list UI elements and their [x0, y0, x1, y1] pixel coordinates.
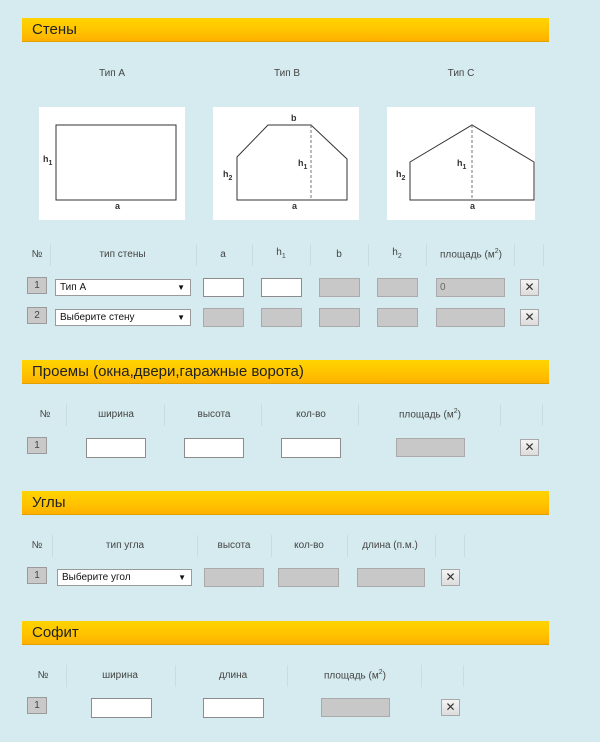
wall-b-input-1[interactable] [319, 278, 360, 297]
walls-col-h1: $h_1$ [276, 247, 286, 260]
corners-col-height: высота [217, 540, 251, 551]
section-header-soffit: Софит [22, 621, 549, 645]
openings-col-height: высота [197, 409, 231, 420]
soffit-col-length: длина [218, 670, 248, 681]
wall-h2-input-1[interactable] [377, 278, 418, 297]
openings-col-count: кол-во [296, 409, 326, 420]
pentagon-wall-shape [213, 107, 359, 220]
diagram-a-a-label: a [115, 201, 121, 211]
diagram-b-h1-label: $h_1$ [298, 158, 308, 171]
opening-height-input-1[interactable] [184, 438, 244, 458]
wall-type-select-2[interactable]: Выберите стену ▼ [55, 309, 191, 326]
diagram-c-h1-label: $h_1$ [457, 158, 467, 171]
rectangle-wall-shape [39, 107, 185, 220]
section-header-walls: Стены [22, 18, 549, 42]
remove-opening-button-1[interactable] [520, 439, 539, 456]
diagram-b-h2-label: $h_2$ [223, 169, 233, 182]
soffit-col-num: № [37, 670, 49, 681]
corner-count-input-1[interactable] [278, 568, 339, 587]
remove-corner-button-1[interactable] [441, 569, 460, 586]
wall-h2-input-2[interactable] [377, 308, 418, 327]
wall-type-a-label: Тип А [98, 68, 126, 79]
remove-soffit-button-1[interactable] [441, 699, 460, 716]
corners-col-length: длина (п.м.) [362, 540, 418, 551]
wall-type-select-1[interactable]: Тип А ▼ [55, 279, 191, 296]
diagram-c-a-label: a [470, 201, 476, 211]
corner-length-field-1 [357, 568, 425, 587]
openings-row-1-num: 1 [27, 437, 47, 454]
soffit-col-area: площадь $(м^2)$ [324, 669, 386, 682]
opening-area-field-1 [396, 438, 465, 457]
openings-col-num: № [39, 409, 51, 420]
diagram-b-b-label: b [291, 113, 297, 123]
corners-row-1-num: 1 [27, 567, 47, 584]
soffit-area-field-1 [321, 698, 390, 717]
diagram-b-a-label: a [292, 201, 298, 211]
corner-type-select-1[interactable]: Выберите угол ▼ [57, 569, 192, 586]
walls-row-2-num: 2 [27, 307, 47, 324]
remove-wall-button-2[interactable] [520, 309, 539, 326]
opening-width-input-1[interactable] [86, 438, 146, 458]
walls-col-type: тип стены [99, 249, 146, 260]
openings-col-width: ширина [98, 409, 134, 420]
wall-h1-input-1[interactable] [261, 278, 302, 297]
walls-col-area: площадь $(м^2)$ [440, 248, 502, 261]
soffit-col-width: ширина [102, 670, 138, 681]
wall-b-input-2[interactable] [319, 308, 360, 327]
wall-a-input-1[interactable] [203, 278, 244, 297]
close-icon: ✕ [524, 310, 535, 324]
wall-h1-input-2[interactable] [261, 308, 302, 327]
wall-area-field-2 [436, 308, 505, 327]
opening-count-input-1[interactable] [281, 438, 341, 458]
walls-col-h2: $h_2$ [392, 247, 402, 260]
wall-area-field-1: 0 [436, 278, 505, 297]
walls-col-a: a [220, 249, 226, 260]
close-icon: ✕ [524, 440, 535, 454]
chevron-down-icon: ▼ [177, 283, 185, 292]
section-header-openings: Проемы (окна,двери,гаражные ворота) [22, 360, 549, 384]
soffit-length-input-1[interactable] [203, 698, 264, 718]
chevron-down-icon: ▼ [177, 313, 185, 322]
remove-wall-button-1[interactable] [520, 279, 539, 296]
walls-col-b: b [336, 249, 342, 260]
wall-type-a-diagram [39, 107, 185, 220]
diagram-c-h2-label: $h_2$ [396, 169, 406, 182]
soffit-width-input-1[interactable] [91, 698, 152, 718]
wall-type-c-label: Тип С [447, 68, 475, 79]
wall-type-b-label: Тип В [273, 68, 301, 79]
walls-col-num: № [31, 249, 43, 260]
close-icon: ✕ [445, 700, 456, 714]
wall-type-c-diagram [387, 107, 535, 220]
corners-col-num: № [31, 540, 43, 551]
corners-col-count: кол-во [294, 540, 324, 551]
diagram-a-h1-label: $h_1$ [43, 154, 53, 167]
corners-col-type: тип угла [105, 540, 145, 551]
section-header-corners: Углы [22, 491, 549, 515]
walls-row-1-num: 1 [27, 277, 47, 294]
close-icon: ✕ [524, 280, 535, 294]
soffit-row-1-num: 1 [27, 697, 47, 714]
openings-col-area: площадь $(м^2)$ [399, 408, 461, 421]
corner-height-input-1[interactable] [204, 568, 264, 587]
wall-a-input-2[interactable] [203, 308, 244, 327]
chevron-down-icon: ▼ [178, 573, 186, 582]
close-icon: ✕ [445, 570, 456, 584]
wall-type-b-diagram [213, 107, 359, 220]
